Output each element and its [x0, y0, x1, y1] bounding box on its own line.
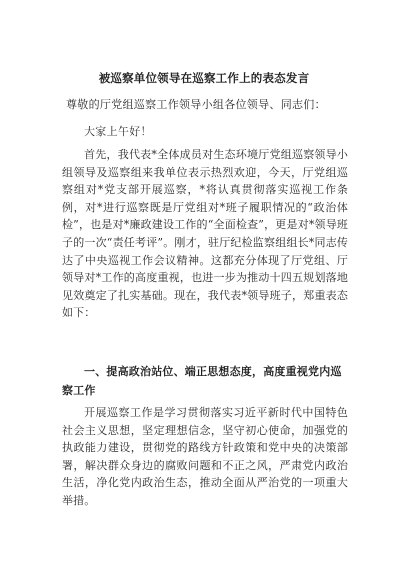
- document-title: 被巡察单位领导在巡察工作上的表态发言: [98, 71, 310, 85]
- paragraph-opening: 首先，我代表*全体成员对生态环境厅党组巡察领导小组领导及巡察组来我单位表示热烈欢迎，今天，厅党组巡察组对*党支部开展巡察，*将认真贯彻落实巡视工作条例，对*进行巡察既是厅党组对*班子履职情况的“政治体检”，也是对*廉政建设工作的“全面检查”，更是对*领导班子的一次“责任考评”。刚才，驻厅纪检监察组组长*同志传达了中央巡视工作会议精神。这都充分体现了厅党组、厅领导对*工作的高度重视，也进一步为推动十四五规划落地见效奠定了扎实基础。现在，我代表*领导班子，郑重表态如下：: [62, 148, 348, 320]
- salutation: 尊敬的厅党组巡察工作领导小组各位领导、同志们：: [66, 98, 326, 111]
- paragraph-section-1: 开展巡察工作是学习贯彻落实习近平新时代中国特色社会主义思想，坚定理想信念，坚守初心使命，加强党的执政能力建设，贯彻党的路线方针政策和党中央的决策部署，解决群众身边的腐败问题和不正之风，严肃党内政治生活，净化党内政治生态，推动全面从严治党的一项重大举措。: [62, 406, 348, 507]
- greeting: 大家上午好！: [84, 125, 152, 138]
- section-heading-1: 一、提高政治站位、端正思想态度，高度重视党内巡察工作: [62, 365, 342, 397]
